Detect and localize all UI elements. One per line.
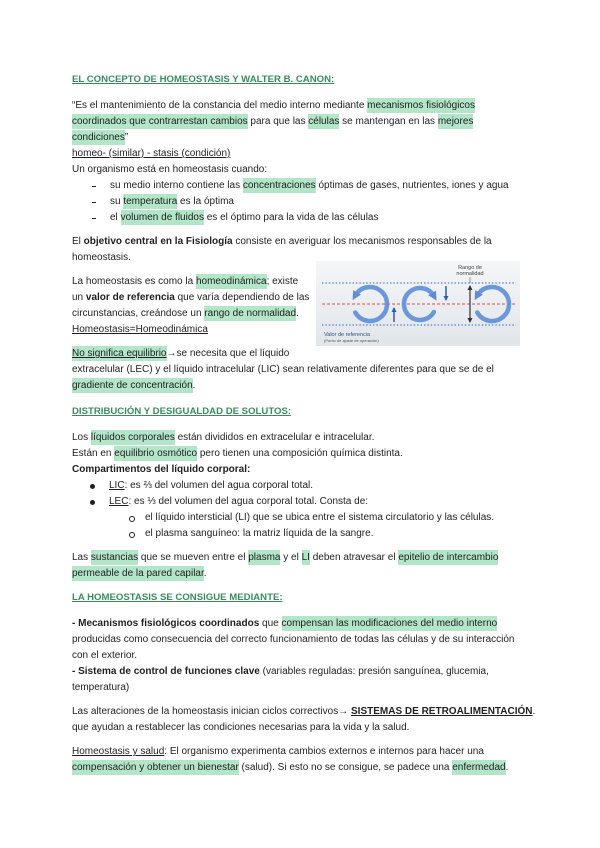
paragraph-line (72, 680, 489, 696)
text: con el exterior. (72, 650, 138, 661)
text: que se mueven entre el (138, 552, 249, 563)
text: : es ⅔ del volumen del agua corporal total. (124, 480, 314, 491)
sub-list-item (72, 510, 494, 526)
text: . (203, 568, 207, 579)
underlined-term: LEC (109, 496, 129, 507)
bullet-dot-icon (90, 500, 95, 505)
health-paragraph (72, 744, 508, 776)
text: su medio interno contiene las (110, 180, 243, 191)
text: “Es el mantenimiento de la constancia del medio interno mediante (72, 100, 368, 111)
highlighted-term: condiciones (72, 132, 125, 143)
paragraph-line (72, 550, 498, 566)
highlighted-term: LI (301, 552, 310, 563)
paragraph-line (72, 664, 489, 680)
text: El (72, 236, 84, 247)
range-label-line: Rango de (458, 265, 482, 271)
heading-solutes: DISTRIBUCIÓN Y DESIGUALDAD DE SOLUTOS: (72, 406, 292, 417)
etymology (72, 146, 230, 162)
reference-value-label: Valor de referencia (324, 332, 371, 338)
text: el plasma sanguíneo: la matriz líquida de la sangre. (145, 528, 374, 539)
paragraph-line (72, 346, 494, 362)
highlighted-term: compensación y obtener un bienestar (72, 762, 239, 773)
underlined-term: LIC (109, 480, 125, 491)
paragraph-line (72, 362, 494, 378)
compartments-list (72, 478, 494, 542)
underlined-term: Homeostasis=Homeodinámica (72, 324, 208, 335)
bold-term: objetivo central en la Fisiología (83, 236, 233, 247)
text: Están en (72, 448, 115, 459)
highlighted-term: mejores (437, 116, 474, 127)
text: circunstancias, creándose un (72, 308, 205, 319)
heading-homeostasis-concept: EL CONCEPTO DE HOMEOSTASIS Y WALTER B. CANON: (72, 74, 335, 85)
bullet-dash-icon (92, 202, 96, 203)
text: →se necesita que el líquido (166, 348, 290, 359)
body-fluids-intro (72, 430, 403, 462)
highlighted-term: homeodinámica (195, 276, 267, 287)
definition-quote (72, 98, 475, 146)
bold-underlined-term: SISTEMAS DE RETROALIMENTACIÓN (351, 706, 533, 717)
text: . (296, 308, 299, 319)
homeodynamics-diagram (316, 261, 520, 346)
compartments-title (72, 462, 250, 478)
paragraph-line (72, 566, 498, 582)
text: es la óptima (177, 196, 234, 207)
homeodynamics-paragraph (72, 274, 309, 338)
quote-line (72, 98, 475, 114)
text: Las alteraciones de la homeostasis inician ciclos correctivos→ (72, 706, 352, 717)
highlighted-term: temperatura (123, 196, 178, 207)
text: ; existe (266, 276, 299, 287)
mechanisms-paragraph (72, 616, 514, 664)
text: (salud). Si esto no se consigue, se padece una (238, 762, 453, 773)
text: es el óptimo para la vida de las células (203, 212, 379, 223)
list-item (72, 194, 509, 210)
text: ” (124, 132, 129, 143)
highlighted-term: epitelio de intercambio (398, 552, 499, 563)
bold-term: - Mecanismos fisiológicos coordinados (72, 618, 260, 629)
text: y el (280, 552, 302, 563)
bullet-circle-icon (129, 532, 135, 538)
text: para que las (247, 116, 309, 127)
compartments-title-line: Compartimentos del líquido corporal: (72, 464, 251, 475)
paragraph-line (72, 632, 514, 648)
text: Los (72, 432, 91, 443)
text: deben atravesar el (309, 552, 399, 563)
bullet-dash-icon (92, 186, 96, 187)
highlighted-term: volumen de fluidos (120, 212, 204, 223)
highlighted-term: gradiente de concentración (72, 380, 193, 391)
text: temperatura) (72, 682, 130, 693)
highlighted-term: rango de normalidad (204, 308, 297, 319)
text: se mantengan en las (339, 116, 438, 127)
conditions-intro-line: Un organismo está en homeostasis cuando: (72, 164, 268, 175)
text: que ayudan a restablecer las condiciones necesarias para la vida y la salud. (72, 722, 410, 733)
text: su (110, 196, 124, 207)
paragraph-line (72, 430, 403, 446)
text: . (192, 380, 196, 391)
bold-term: - Sistema de control de funciones clave (72, 666, 260, 677)
text: : El organismo experimenta cambios externos e internos para hacer una (164, 746, 484, 757)
highlighted-term: líquidos corporales (90, 432, 175, 443)
highlighted-term: sustancias (90, 552, 139, 563)
exchange-paragraph (72, 550, 498, 582)
highlighted-term: equilibrio osmótico (114, 448, 198, 459)
list-item (72, 494, 494, 510)
underlined-term: Homeostasis y salud (72, 746, 165, 757)
paragraph-line (72, 744, 508, 760)
text: . (505, 762, 509, 773)
text: Las (72, 552, 91, 563)
text: : es ⅓ del volumen del agua corporal total. Consta de: (128, 496, 369, 507)
underlined-term: homeo- (similar) - stasis (condición) (72, 148, 231, 159)
text: producidas como consecuencia del correcto funcionamiento de todas las células y de su interacción (72, 634, 515, 645)
list-item (72, 210, 509, 226)
highlighted-term: permeable de la pared capilar (72, 568, 204, 579)
sub-list-item (72, 526, 494, 542)
text: pero tienen una composición química distinta. (197, 448, 403, 459)
text: el (110, 212, 121, 223)
text: están divididos en extracelular e intracelular. (174, 432, 375, 443)
highlighted-term: compensan las modificaciones del medio interno (281, 618, 498, 629)
paragraph-line (72, 378, 494, 394)
text: que (259, 618, 282, 629)
highlighted-term: enfermedad (452, 762, 506, 773)
paragraph-line (72, 616, 514, 632)
quote-line (72, 114, 475, 130)
heading-homeostasis-achieved: LA HOMEOSTASIS SE CONSIGUE MEDIANTE: (72, 592, 283, 603)
bullet-circle-icon (129, 516, 135, 522)
bullet-dot-icon (90, 484, 95, 489)
text: óptimas de gases, nutrientes, iones y agua (315, 180, 509, 191)
text: consiste en averiguar los mecanismos responsables de la (232, 236, 492, 247)
paragraph-line (72, 290, 309, 306)
bullet-dash-icon (92, 218, 96, 219)
text: el líquido intersticial (LI) que se ubica entre el sistema circulatorio y las células. (145, 512, 495, 523)
paragraph-line (72, 322, 309, 338)
quote-line (72, 130, 475, 146)
highlighted-term: mecanismos fisiológicos (367, 100, 475, 111)
control-system-paragraph (72, 664, 489, 696)
paragraph-line (72, 720, 535, 736)
setpoint-label: (Punto de ajuste de operación) (324, 338, 379, 343)
highlighted-term: coordinados que contrarrestan cambios (72, 116, 248, 127)
text: un (72, 292, 86, 303)
conditions-list (72, 178, 509, 226)
paragraph-line (72, 234, 492, 250)
text: homeostasis. (72, 252, 131, 263)
list-item (72, 478, 494, 494)
paragraph-line (72, 306, 309, 322)
paragraph-line (72, 274, 309, 290)
not-equilibrium-paragraph (72, 346, 494, 394)
highlighted-term: plasma (248, 552, 281, 563)
etymology-line (72, 146, 230, 162)
alterations-paragraph (72, 704, 535, 736)
range-label-line: normalidad (456, 271, 484, 277)
text: que varía dependiendo de las (174, 292, 310, 303)
text: La homeostasis es como la (72, 276, 196, 287)
text: (variables reguladas: presión sanguínea, glucemia, (259, 666, 489, 677)
bold-term: valor de referencia (85, 292, 175, 303)
paragraph-line (72, 446, 403, 462)
list-item (72, 178, 509, 194)
text: . (532, 706, 536, 717)
text: extracelular (LEC) y el líquido intracelular (LIC) sean relativamente diferentes para que se de el (72, 364, 494, 375)
conditions-intro (72, 162, 267, 178)
paragraph-line (72, 704, 535, 720)
highlighted-term: células (308, 116, 340, 127)
highlighted-term: concentraciones (242, 180, 316, 191)
paragraph-line (72, 760, 508, 776)
highlighted-term: No significa equilibrio (72, 348, 167, 359)
paragraph-line (72, 648, 514, 664)
